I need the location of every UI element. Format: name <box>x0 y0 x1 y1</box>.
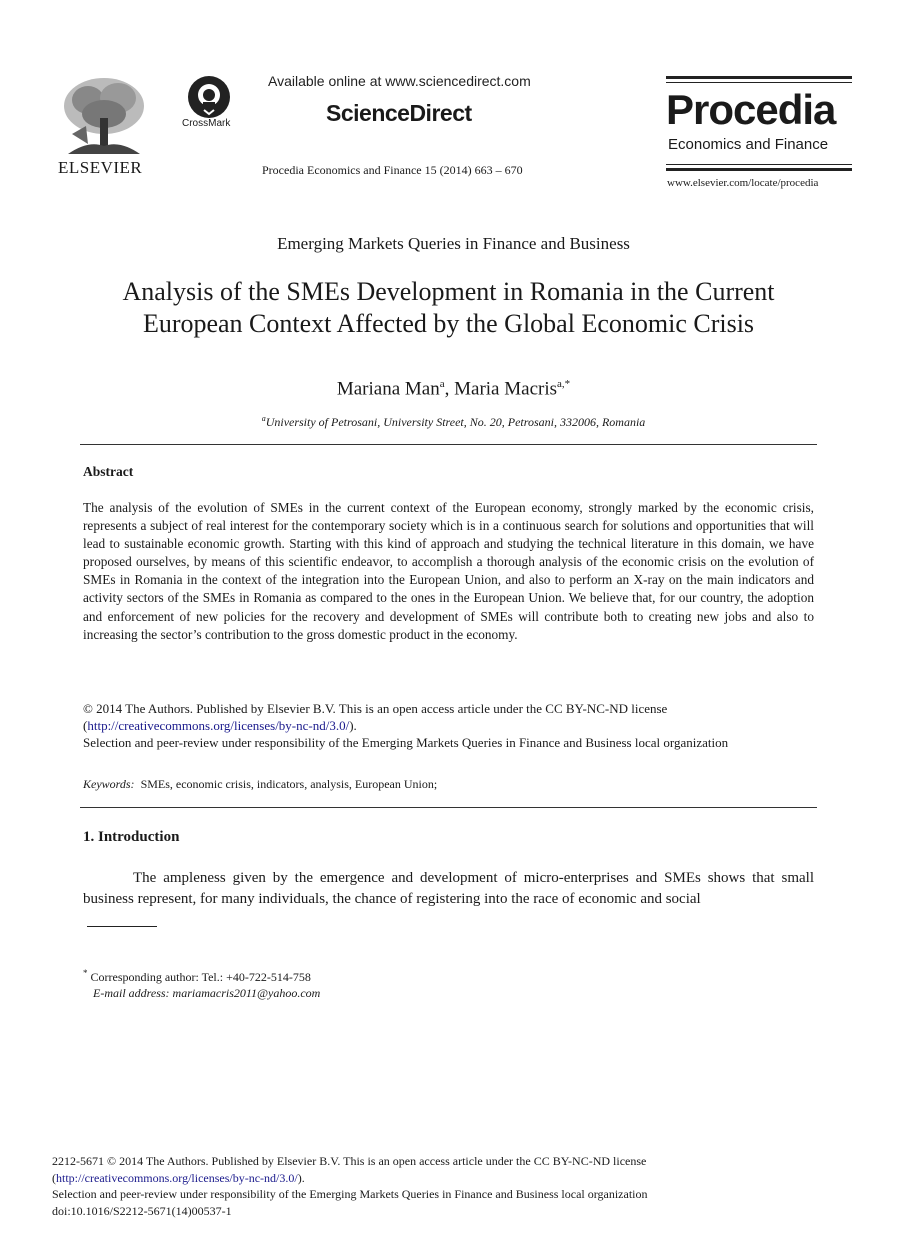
keywords <box>83 777 437 792</box>
affiliation-mark: a <box>261 414 266 423</box>
footer-copyright: 2212-5671 © 2014 The Authors. Published by Elsevier B.V. This is an open access article under the CC BY-NC-ND license <box>52 1154 647 1168</box>
crossmark-label: CrossMark <box>182 118 231 129</box>
paren-close: ). <box>349 718 357 733</box>
procedia-bottom-rule-thin <box>666 164 852 165</box>
author-affiliation-mark: a,* <box>557 378 571 390</box>
available-online-text[interactable]: Available online at www.sciencedirect.com <box>268 73 531 89</box>
author-affiliation-mark: a <box>439 378 445 390</box>
journal-reference: Procedia Economics and Finance 15 (2014) 663 – 670 <box>262 163 523 177</box>
footnote-rule <box>87 926 157 927</box>
section-heading: 1. Introduction <box>83 829 180 845</box>
keywords-value: SMEs, economic crisis, indicators, analysis, European Union; <box>140 777 438 791</box>
journal-url-link[interactable]: www.elsevier.com/locate/procedia <box>667 177 819 189</box>
article-title <box>80 276 817 340</box>
footnote-text: Corresponding author: Tel.: +40-722-514-758 <box>87 970 311 984</box>
procedia-logo: Procedia <box>666 86 836 133</box>
paren-open: ( <box>83 718 88 733</box>
title-line-2: European Context Affected by the Global Economic Crisis <box>142 309 755 338</box>
author-list <box>0 378 907 400</box>
author-name: Maria Macris <box>454 378 558 400</box>
footer-peer-review: Selection and peer-review under responsibility of the Emerging Markets Queries in Finance and Business local organization <box>52 1187 648 1201</box>
keywords-label: Keywords: <box>83 777 135 791</box>
footer-doi[interactable]: doi:10.1016/S2212-5671(14)00537-1 <box>52 1203 232 1218</box>
footnote-corresponding-author <box>83 968 311 985</box>
divider <box>80 807 817 808</box>
divider <box>80 444 817 445</box>
crossmark-icon[interactable] <box>186 74 232 120</box>
procedia-top-rule-thin <box>666 82 852 83</box>
affiliation-text: University of Petrosani, University Street, No. 20, Petrosani, 332006, Romania <box>265 415 646 429</box>
license-line <box>83 717 814 734</box>
procedia-subtitle: Economics and Finance <box>668 136 829 153</box>
procedia-bottom-rule <box>666 168 852 171</box>
footer-license-link[interactable]: http://creativecommons.org/licenses/by-nc-nd/3.0/ <box>56 1170 298 1185</box>
peer-review-line: Selection and peer-review under responsibility of the Emerging Markets Queries in Finance and Business local organization <box>83 735 729 750</box>
author-separator: , <box>444 378 455 400</box>
abstract-heading: Abstract <box>83 464 134 479</box>
author-name: Mariana Man <box>336 378 440 400</box>
elsevier-tree-logo <box>58 74 150 158</box>
footnote-marker: * <box>83 968 88 978</box>
license-link[interactable]: http://creativecommons.org/licenses/by-nc-nd/3.0/ <box>87 718 350 733</box>
page-footer <box>52 1153 872 1219</box>
abstract-body: The analysis of the evolution of SMEs in the current context of the European economy, strongly marked by the economic crisis, represents a subject of real interest for the contemporary society which is in a continuous search for solutions and opportunities that will lead to sustainable economic growth. Starting with this kind of approach and studying the technical literature in this domain, we have proposed ourselves, by means of this scientific endeavor, to accomplish a thorough analysis of the economic crisis on the evolution of SMEs in Romania in the context of the integration into the European Union, and also to perform an X-ray on the main indicators and activity sectors of the SMEs in Romania as compared to the ones in the European Union. We believe that, for our country, the adoption and enforcement of new policies for the recovery and development of SMEs will contribute both to creating new jobs and also to increasing the sector’s contribution to the gross domestic product in the economy. <box>83 500 814 642</box>
section-body: The ampleness given by the emergence and development of micro-enterprises and SMEs shows that small business represent, for many individuals, the chance of registering into the race of economic and social <box>83 870 814 907</box>
title-line-1: Analysis of the SMEs Development in Romania in the Current <box>122 277 775 306</box>
paren-open: ( <box>52 1170 56 1185</box>
copyright-line: © 2014 The Authors. Published by Elsevier B.V. This is an open access article under the CC BY-NC-ND license <box>83 701 668 716</box>
elsevier-wordmark: ELSEVIER <box>58 158 143 177</box>
procedia-top-rule <box>666 76 852 79</box>
footer-license <box>52 1170 872 1187</box>
conference-name: Emerging Markets Queries in Finance and Business <box>277 234 630 253</box>
paren-close: ). <box>297 1170 305 1185</box>
sciencedirect-logo: ScienceDirect <box>326 100 472 126</box>
copyright-notice <box>83 700 814 751</box>
affiliation <box>0 414 907 430</box>
footnote-email[interactable]: E-mail address: mariamacris2011@yahoo.com <box>93 986 321 1000</box>
